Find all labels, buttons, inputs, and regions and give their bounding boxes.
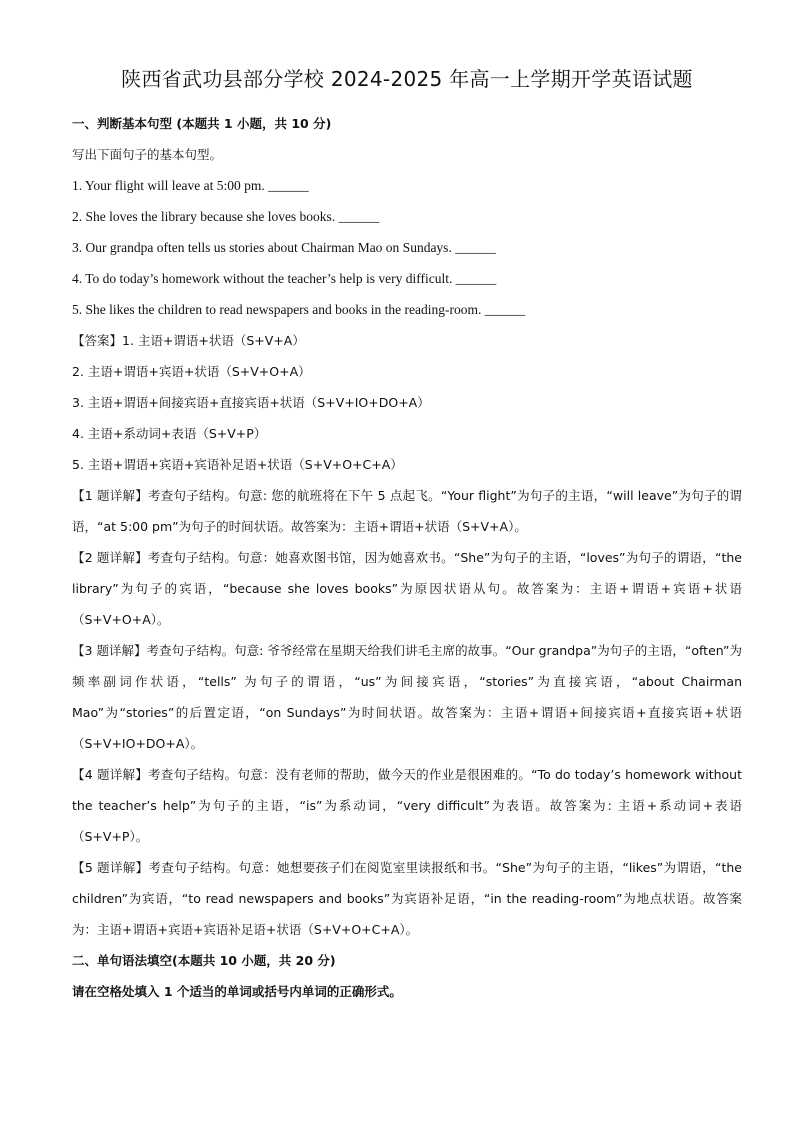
question-1: 1. Your flight will leave at 5:00 pm. ______ <box>72 178 309 193</box>
answer-4: 4. 主语+系动词+表语（S+V+P） <box>72 426 267 441</box>
section1-instruction: 写出下面句子的基本句型。 <box>72 147 223 162</box>
question-5: 5. She likes the children to read newspapers and books in the reading-room. ______ <box>72 302 526 317</box>
answer-1: 【答案】1. 主语+谓语+状语（S+V+A） <box>72 333 305 348</box>
explanation-5: 【5 题详解】考查句子结构。句意：她想要孩子们在阅览室里读报纸和书。“She”为句子的主语，“likes”为谓语，“the children”为宾语，“to read newspapers and books”为宾语补足语，“in the reading-room”为地点状语。故答案为：主语+谓语+宾语+宾语补足语+状语（S+V+O+C+A）。 <box>72 860 742 937</box>
explanation-3: 【3 题详解】考查句子结构。句意: 爷爷经常在星期天给我们讲毛主席的故事。“Our grandpa”为句子的主语，“often”为频率副词作状语，“tells” 为句子的谓语，“us”为间接宾语，“stories”为直接宾语，“about Chairman Mao”为“stories”的后置定语，“on Sundays”为时间状语。故答案为：主语+谓语+间接宾语+直接宾语+状语（S+V+IO+DO+A）。 <box>72 643 742 751</box>
explanation-4: 【4 题详解】考查句子结构。句意：没有老师的帮助，做今天的作业是很困难的。“To do today’s homework without the teacher’s help”为句子的主语，“is”为系动词，“very difficult”为表语。故答案为: 主语+系动词+表语（S+V+P）。 <box>72 767 742 844</box>
page-title: 陕西省武功县部分学校 2024-2025 年高一上学期开学英语试题 <box>121 67 693 91</box>
section2-heading: 二、单句语法填空(本题共 10 小题，共 20 分) <box>72 953 336 968</box>
answer-5: 5. 主语+谓语+宾语+宾语补足语+状语（S+V+O+C+A） <box>72 457 403 472</box>
question-3: 3. Our grandpa often tells us stories about Chairman Mao on Sundays. ______ <box>72 240 496 255</box>
explanation-2: 【2 题详解】考查句子结构。句意：她喜欢图书馆，因为她喜欢书。“She”为句子的主语，“loves”为句子的谓语，“the library”为句子的宾语，“because she loves books”为原因状语从句。故答案为：主语+谓语+宾语+状语（S+V+O+A）。 <box>72 550 742 627</box>
question-4: 4. To do today’s homework without the teacher’s help is very difficult. ______ <box>72 271 497 286</box>
section1-heading: 一、判断基本句型 (本题共 1 小题，共 10 分) <box>72 116 332 131</box>
question-2: 2. She loves the library because she loves books. ______ <box>72 209 380 224</box>
explanation-1: 【1 题详解】考查句子结构。句意: 您的航班将在下午 5 点起飞。“Your flight”为句子的主语，“will leave”为句子的谓语，“at 5:00 pm”为句子的时间状语。故答案为：主语+谓语+状语（S+V+A）。 <box>72 488 742 534</box>
answer-2: 2. 主语+谓语+宾语+状语（S+V+O+A） <box>72 364 311 379</box>
section2-instruction: 请在空格处填入 1 个适当的单词或括号内单词的正确形式。 <box>72 984 402 999</box>
answer-3: 3. 主语+谓语+间接宾语+直接宾语+状语（S+V+IO+DO+A） <box>72 395 430 410</box>
